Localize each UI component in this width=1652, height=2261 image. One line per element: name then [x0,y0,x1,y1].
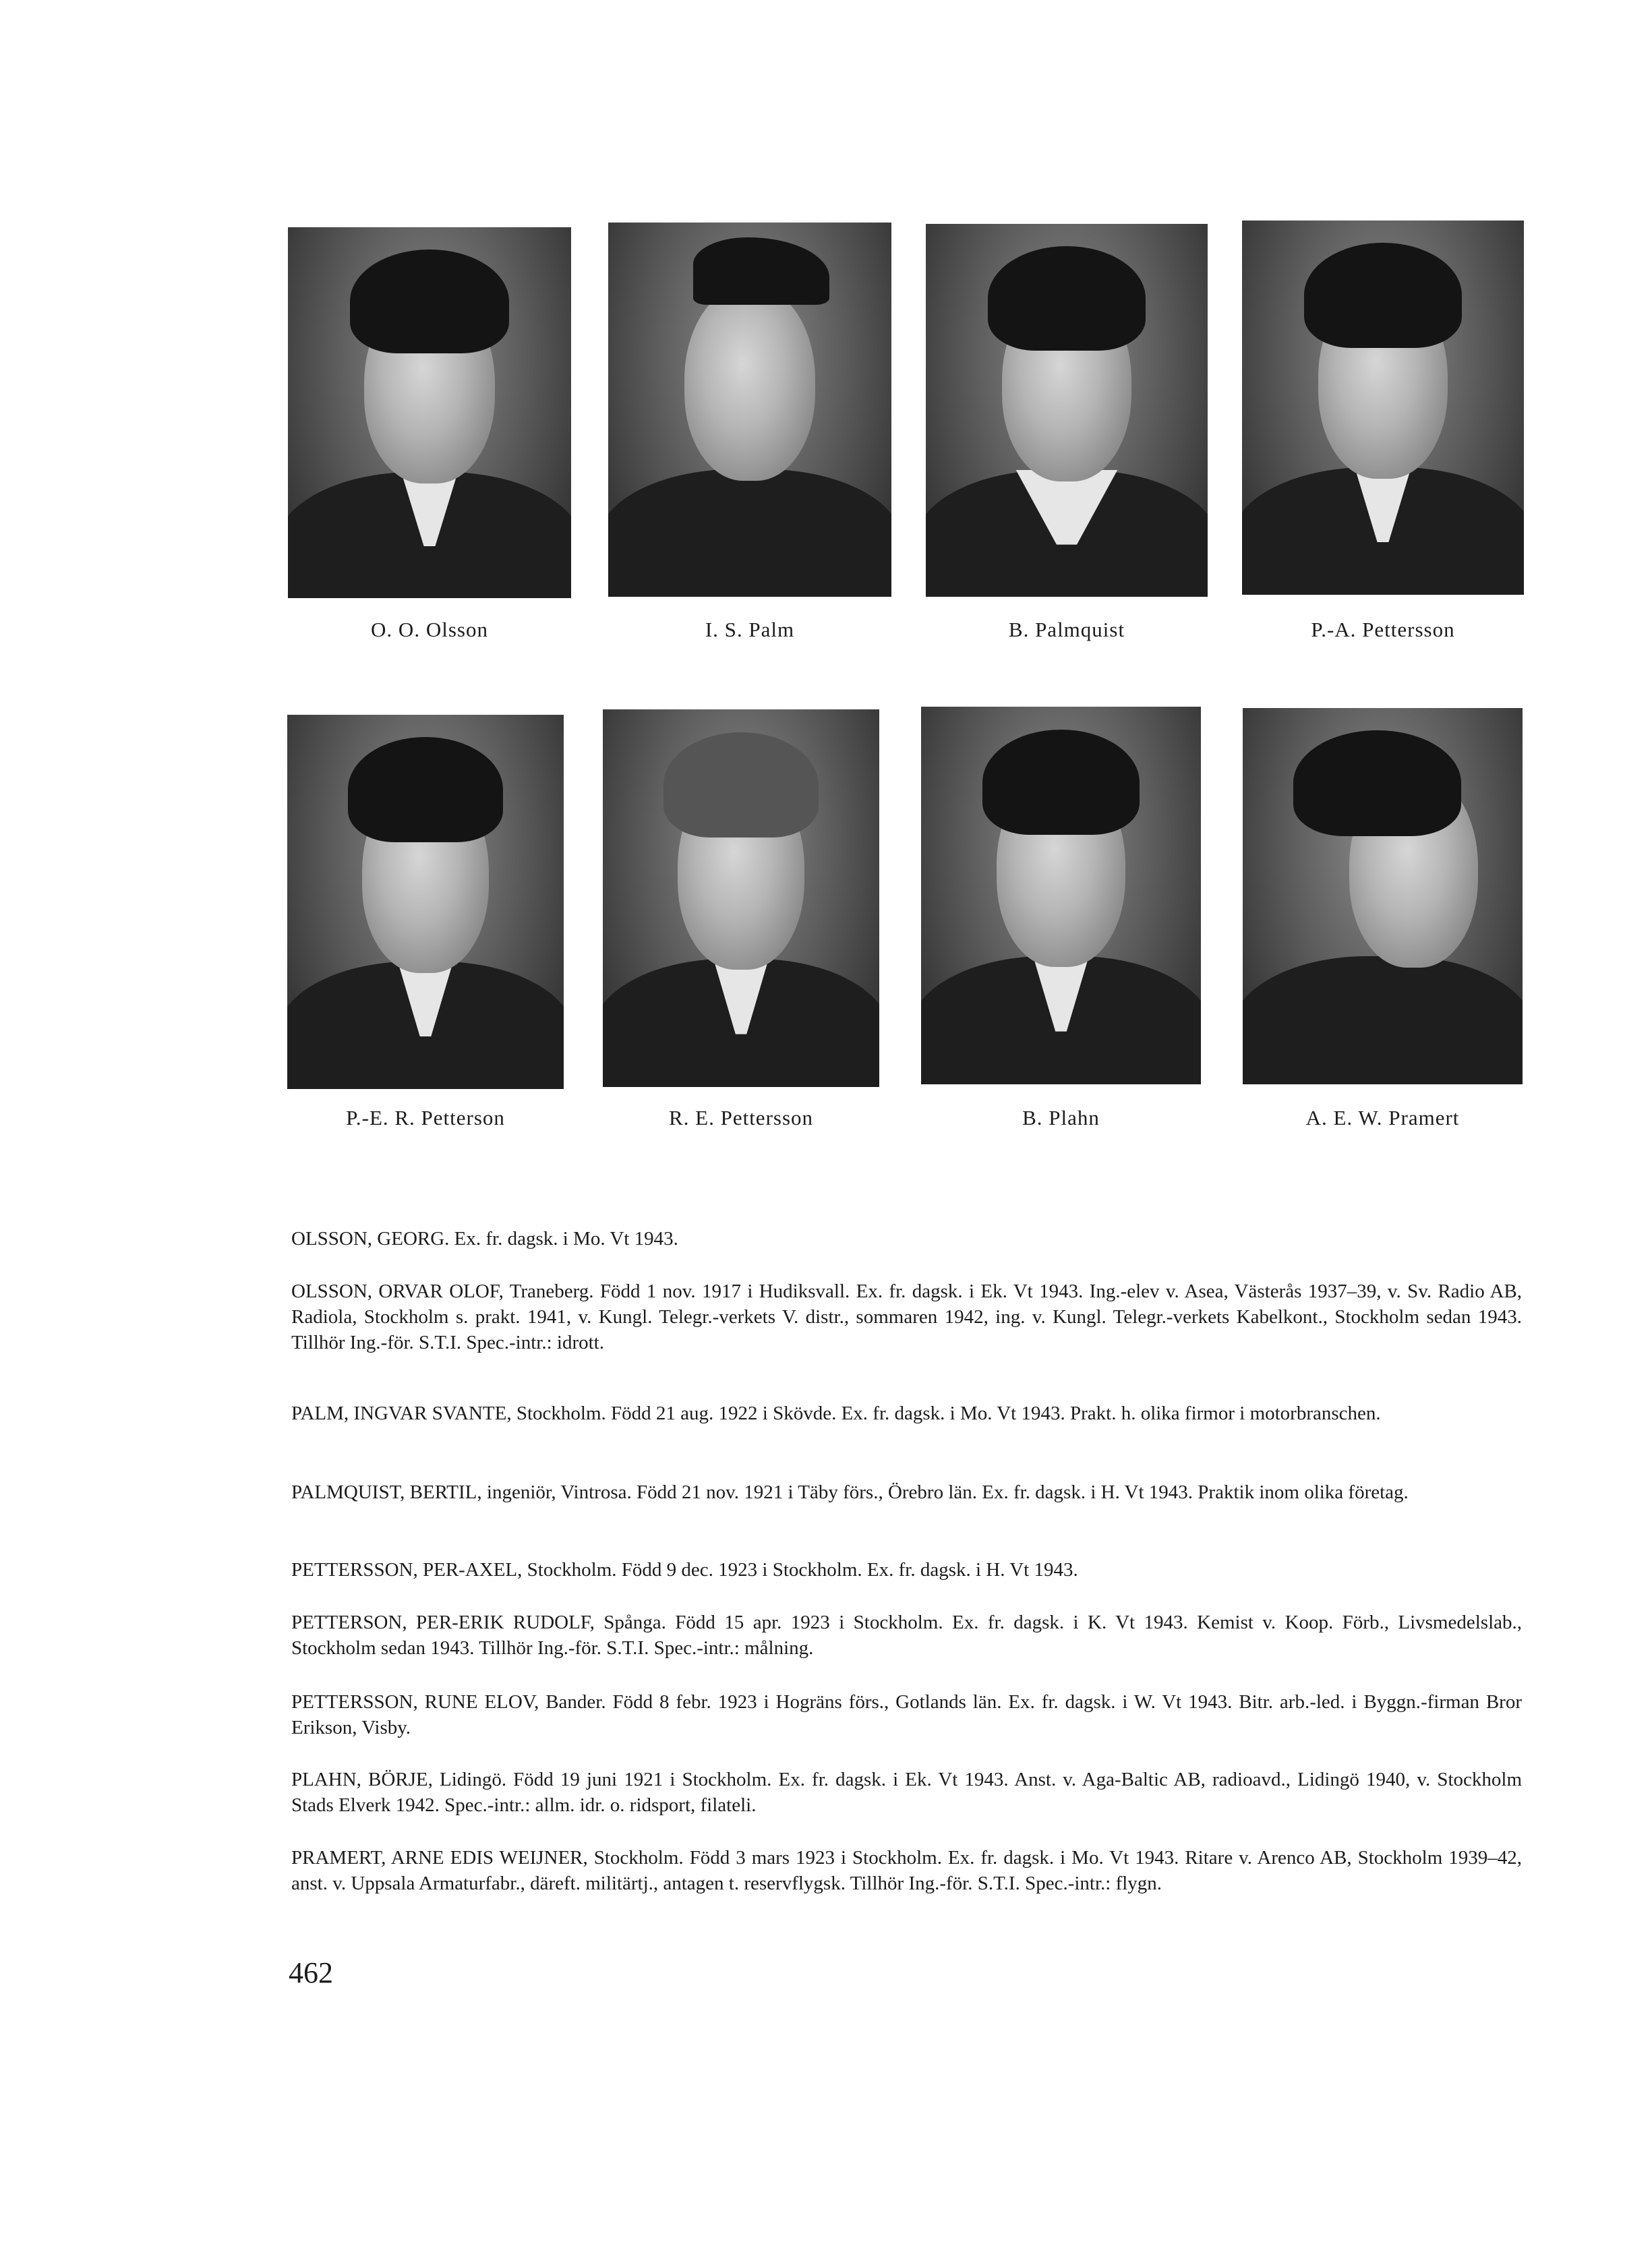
biography-entry: PRAMERT, ARNE EDIS WEIJNER, Stockholm. Född 3 mars 1923 i Stockholm. Ex. fr. dagsk. i Mo. Vt 1943. Ritare v. Arenco AB, Stockholm 1939–42, anst. v. Uppsala Armaturfabr., däreft. militärtj., antagen t. reservflygsk. Tillhör Ing.-för. S.T.I. Spec.-intr.: flygn. [291,1847,1522,1894]
page-number: 462 [289,1956,333,1989]
portrait-caption: B. Palmquist [1008,618,1125,641]
portrait-photo [603,709,879,1087]
portrait-photo [287,715,564,1089]
portrait-photo [1243,708,1523,1084]
portrait-caption: O. O. Olsson [371,618,488,641]
biography-entry: PETTERSON, PER-ERIK RUDOLF, Spånga. Född 15 apr. 1923 i Stockholm. Ex. fr. dagsk. i K. Vt 1943. Kemist v. Koop. Förb., Livsmedelslab., Stockholm sedan 1943. Tillhör Ing.-för. S.T.I. Spec.-intr.: målning. [291,1612,1522,1659]
portrait-photo [921,707,1201,1084]
biography-entry: PETTERSSON, RUNE ELOV, Bander. Född 8 febr. 1923 i Hogräns förs., Gotlands län. Ex. fr. dagsk. i W. Vt 1943. Bitr. arb.-led. i Byggn.-firman Bror Erikson, Visby. [291,1691,1522,1738]
biography-entry: PLAHN, BÖRJE, Lidingö. Född 19 juni 1921 i Stockholm. Ex. fr. dagsk. i Ek. Vt 1943. Anst. v. Aga-Baltic AB, radioavd., Lidingö 1940, v. Stockholm Stads Elverk 1942. Spec.-intr.: allm. idr. o. ridsport, filateli. [291,1769,1522,1816]
portrait-caption: P.-E. R. Petterson [346,1106,505,1129]
portrait-caption: P.-A. Pettersson [1311,618,1455,641]
portrait-caption: I. S. Palm [705,618,795,641]
portrait-caption: A. E. W. Pramert [1305,1106,1460,1129]
biography-entry: PETTERSSON, PER-AXEL, Stockholm. Född 9 dec. 1923 i Stockholm. Ex. fr. dagsk. i H. Vt 1943. [291,1559,1078,1581]
portrait-photo [288,227,571,598]
portrait-photo [1242,221,1524,595]
portrait-photo [608,223,891,597]
biography-entry: PALMQUIST, BERTIL, ingeniör, Vintrosa. Född 21 nov. 1921 i Täby förs., Örebro län. Ex. fr. dagsk. i H. Vt 1943. Praktik inom olika företag. [291,1481,1409,1503]
portrait-photo [926,224,1208,597]
portrait-caption: R. E. Pettersson [668,1106,814,1129]
biography-entry: OLSSON, ORVAR OLOF, Traneberg. Född 1 nov. 1917 i Hudiksvall. Ex. fr. dagsk. i Ek. Vt 1943. Ing.-elev v. Asea, Västerås 1937–39, v. Sv. Radio AB, Radiola, Stockholm s. prakt. 1941, v. Kungl. Telegr.-verkets V. distr., sommaren 1942, ing. v. Kungl. Telegr.-verkets Kabelkont., Stockholm sedan 1943. Tillhör Ing.-för. S.T.I. Spec.-intr.: idrott. [291,1281,1522,1353]
biography-entry: PALM, INGVAR SVANTE, Stockholm. Född 21 aug. 1922 i Skövde. Ex. fr. dagsk. i Mo. Vt 1943. Prakt. h. olika firmor i motorbranschen. [291,1403,1381,1424]
biography-entry: OLSSON, GEORG. Ex. fr. dagsk. i Mo. Vt 1943. [291,1228,678,1250]
portrait-caption: B. Plahn [1022,1106,1100,1129]
